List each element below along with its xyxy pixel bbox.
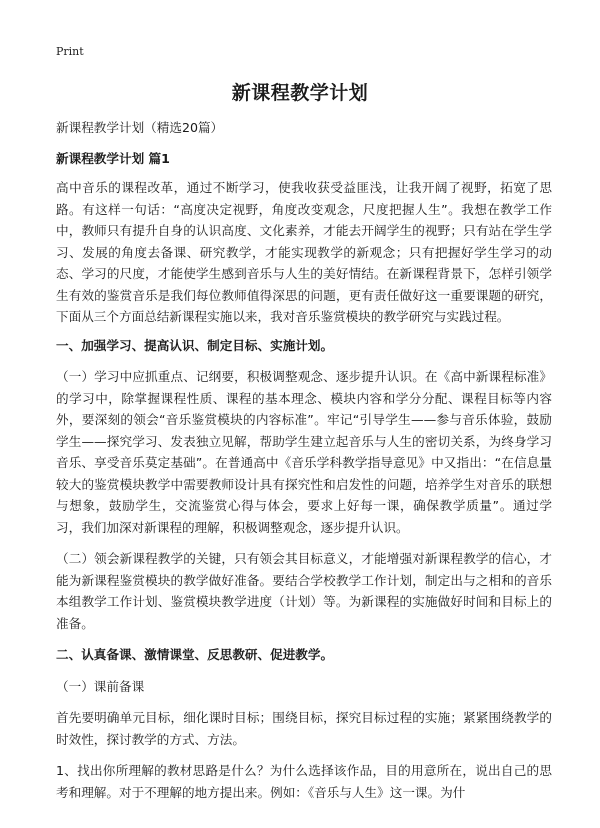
item-2-1-paragraph: 首先要明确单元目标，细化课时目标；围绕目标，探究目标过程的实施；紧紧围绕教学的时效性，探讨教学的方式、方法。: [56, 710, 552, 747]
item-1-1-paragraph: （一）学习中应抓重点、记纲要，积极调整观念、逐步提升认识。在《高中新课程标准》的学习中，除掌握课程性质、课程的基本理念、模块内容和学分分配、课程目标等内容外，要深刻的领会“音乐鉴赏模块的内容标准”。牢记“引导学生——参与音乐体验，鼓励学生——探究学习、发表独立见解，帮助学生建立起音乐与人生的密切关系，为终身学习音乐、享受音乐莫定基础”。在普通高中《音乐学科教学指导意见》中又指出：“在信息量较大的鉴赏模块教学中需要教师设计具有探究性和启发性的问题，培养学生对音乐的联想与想象，鼓励学生，交流鉴赏心得与体会，要求上好每一课，确保教学质量”。通过学习，我们加深对新课程的理解，积极调整观念，逐步提升认识。: [56, 369, 552, 535]
item-2-1-heading: （一）课前备课: [56, 678, 145, 694]
print-link[interactable]: Print: [56, 45, 84, 58]
intro-paragraph: 高中音乐的课程改革，通过不断学习，使我收获受益匪浅，让我开阔了视野，拓宽了思路。有这样一句话：“高度决定视野，角度改变观念，尺度把握人生”。我想在教学工作中，教师只有提升自身的认识高度、文化素养，才能去开阔学生的视野；只有站在学生学习、发展的角度去备课、研究教学，才能实现教学的新观念；只有把握好学生学习的动态、学习的尺度，才能使学生感到音乐与人生的美好情结。在新课程背景下，怎样引领学生有效的鉴赏音乐是我们每位教师值得深思的问题，更有责任做好这一重要课题的研究，下面从三个方面总结新课程实施以来，我对音乐鉴赏模块的教学研究与实践过程。: [56, 180, 552, 324]
document-subtitle: 新课程教学计划（精选20篇）: [56, 120, 224, 135]
heading-two: 二、认真备课、激情课堂、反思教研、促进教学。: [56, 647, 334, 662]
section-heading: 新课程教学计划 篇1: [56, 150, 170, 166]
item-2-1-1-paragraph: 1、找出你所理解的教材思路是什么？为什么选择该作品，目的用意所在，说出自己的思考和理解。对于不理解的地方提出来。例如：《音乐与人生》这一课。为什: [56, 763, 552, 800]
heading-one: 一、加强学习、提高认识、制定目标、实施计划。: [56, 337, 334, 353]
item-1-2-paragraph: （二）领会新课程教学的关键，只有领会其目标意义，才能增强对新课程教学的信心，才能为新课程鉴赏模块的教学做好准备。要结合学校教学工作计划，制定出与之相和的音乐本组教学工作计划、鉴赏模块教学进度（计划）等。为新课程的实施做好时间和目标上的准备。: [56, 551, 552, 631]
document-title: 新课程教学计划: [231, 82, 369, 104]
document-body: [56, 117, 552, 813]
